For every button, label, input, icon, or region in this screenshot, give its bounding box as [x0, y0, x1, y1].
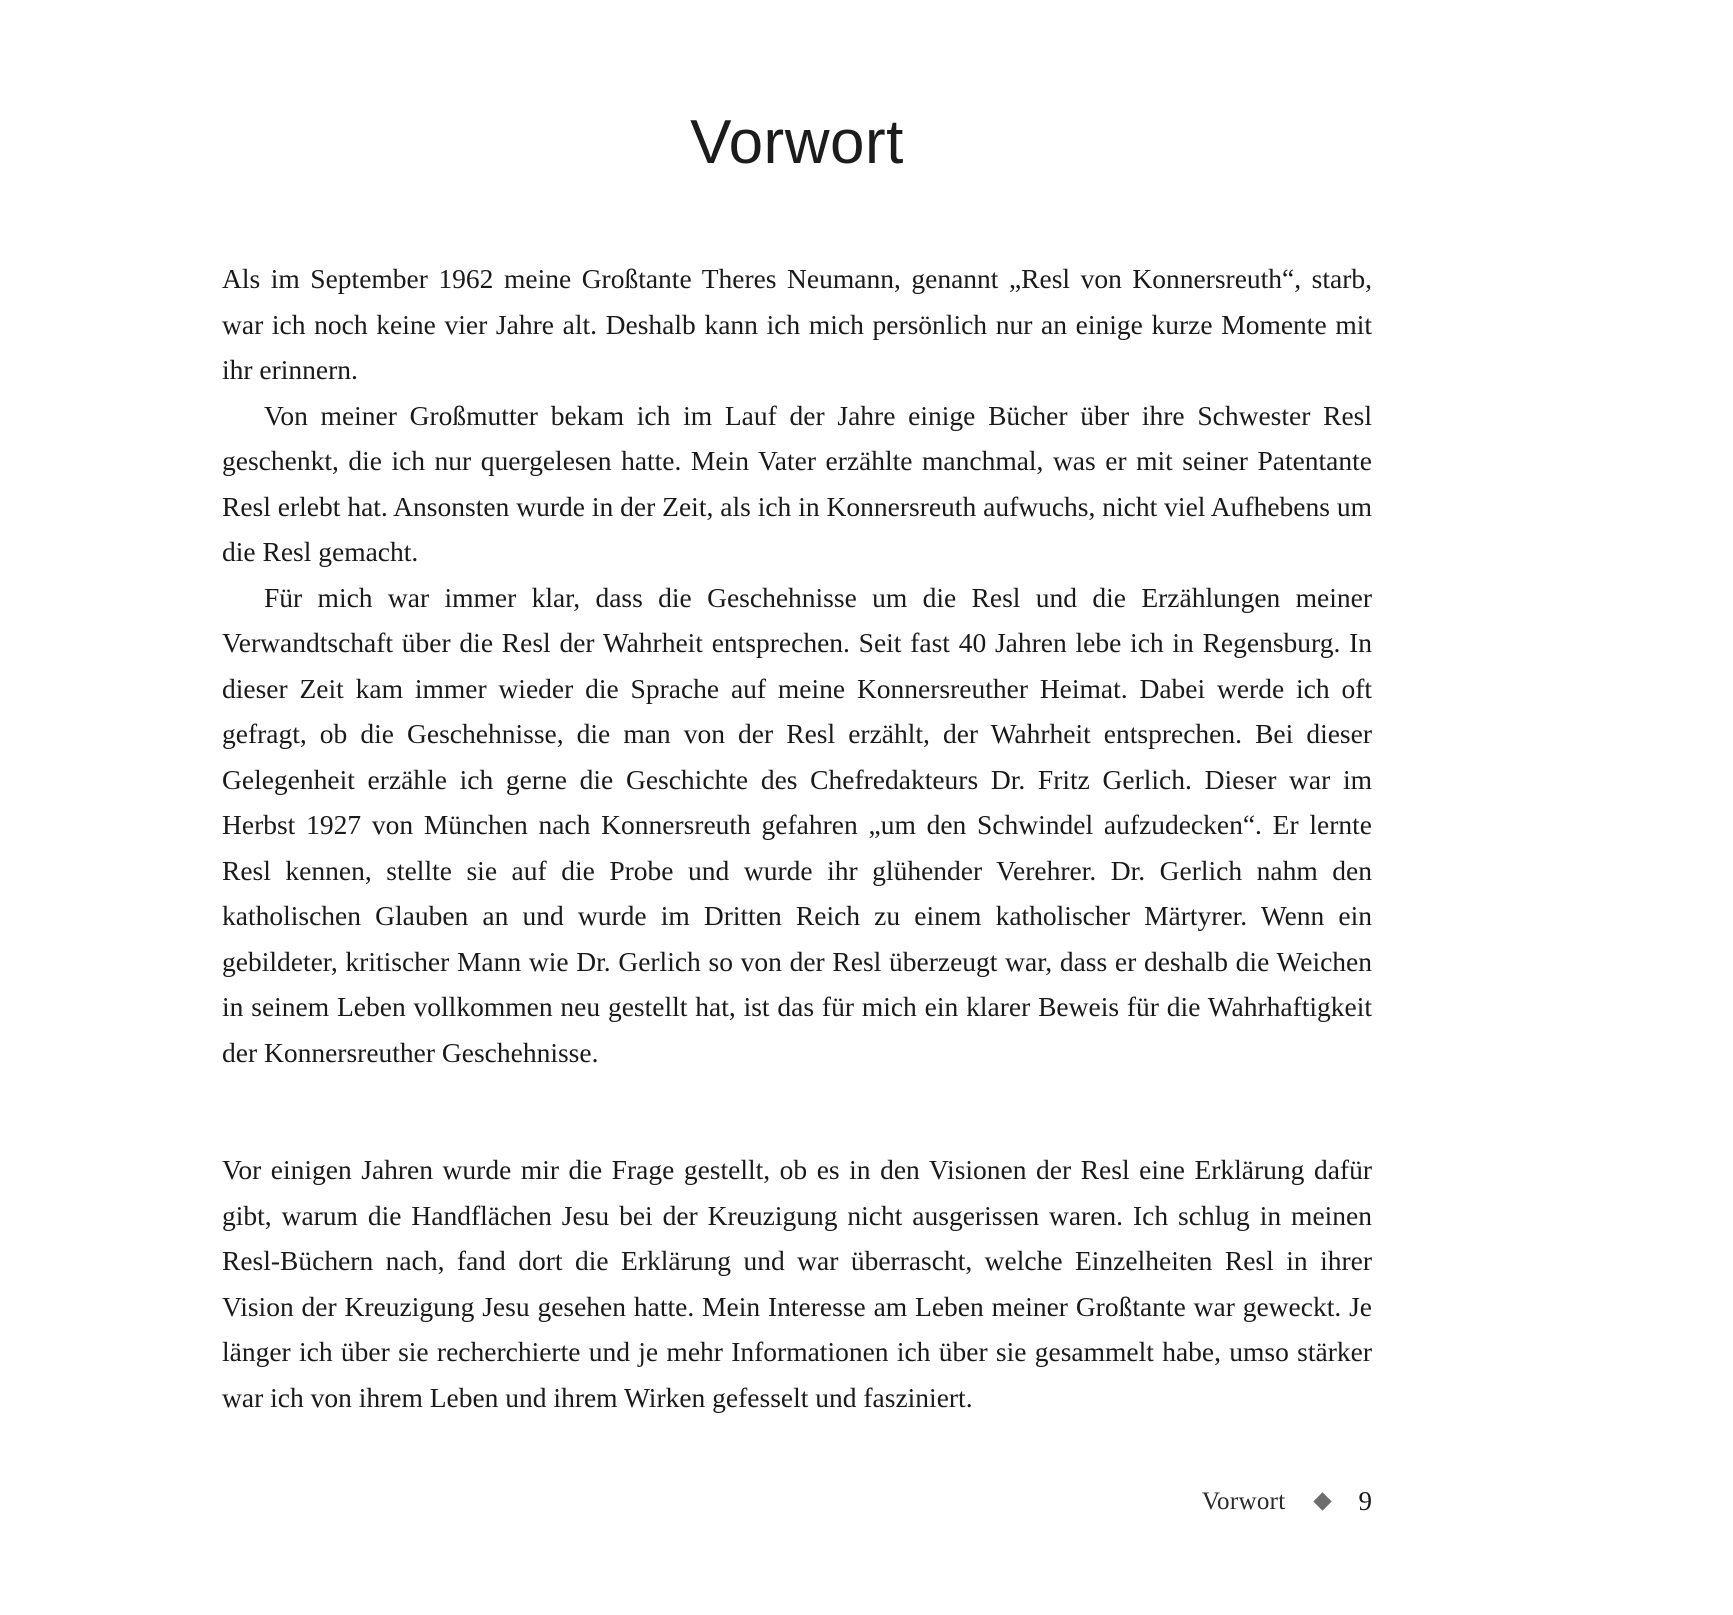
body-text-block-2	[222, 1147, 1372, 1420]
paragraph: Als im September 1962 meine Großtante Theres Neumann, genannt „Resl von Konnersreuth“, starb, war ich noch keine vier Jahre alt. Deshalb kann ich mich persönlich nur an einige kurze Momente mit ihr erinnern.	[222, 263, 1372, 385]
diamond-icon	[1313, 1492, 1331, 1510]
paragraph-block-spacer	[222, 1075, 1372, 1147]
paragraph: Für mich war immer klar, dass die Geschehnisse um die Resl und die Erzählungen meiner Verwandtschaft über die Resl der Wahrheit entsprechen. Seit fast 40 Jahren lebe ich in Regensburg. In dieser Zeit kam immer wieder die Sprache auf meine Konnersreuther Heimat. Dabei werde ich oft gefragt, ob die Geschehnisse, die man von der Resl erzählt, der Wahrheit entsprechen. Bei dieser Gelegenheit erzähle ich gerne die Geschichte des Chefredakteurs Dr. Fritz Gerlich. Dieser war im Herbst 1927 von München nach Konnersreuth gefahren „um den Schwindel aufzudecken“. Er lernte Resl kennen, stellte sie auf die Probe und wurde ihr glühender Verehrer. Dr. Gerlich nahm den katholischen Glauben an und wurde im Dritten Reich zu einem katholischer Märtyrer. Wenn ein gebildeter, kritischer Mann wie Dr. Gerlich so von der Resl überzeugt war, dass er deshalb die Weichen in seinem Leben vollkommen neu gestellt hat, ist das für mich ein klarer Beweis für die Wahrhaftigkeit der Konnersreuther Geschehnisse.	[222, 581, 1372, 1068]
paragraph: Von meiner Großmutter bekam ich im Lauf der Jahre einige Bücher über ihre Schwester Resl geschenkt, die ich nur quergelesen hatte. Mein Vater erzählte manchmal, was er mit seiner Patentante Resl erlebt hat. Ansonsten wurde in der Zeit, als ich in Konnersreuth aufwuchs, nicht viel Aufhebens um die Resl gemacht.	[222, 399, 1372, 567]
footer-chapter-label: Vorwort	[1201, 1487, 1286, 1515]
page-footer	[222, 1486, 1372, 1517]
page-title: Vorwort	[690, 108, 904, 177]
body-text-block-1	[222, 256, 1372, 1075]
paragraph: Vor einigen Jahren wurde mir die Frage gestellt, ob es in den Visionen der Resl eine Erklärung dafür gibt, warum die Handflächen Jesu bei der Kreuzigung nicht ausgerissen waren. Ich schlug in meinen Resl-Büchern nach, fand dort die Erklärung und war überrascht, welche Einzelheiten Resl in ihrer Vision der Kreuzigung Jesu gesehen hatte. Mein Interesse am Leben meiner Großtante war geweckt. Je länger ich über sie recherchierte und je mehr Informationen ich über sie gesammelt habe, umso stärker war ich von ihrem Leben und ihrem Wirken gefesselt und fasziniert.	[222, 1154, 1372, 1413]
footer-page-number: 9	[1358, 1486, 1372, 1516]
page-content	[222, 0, 1372, 1420]
